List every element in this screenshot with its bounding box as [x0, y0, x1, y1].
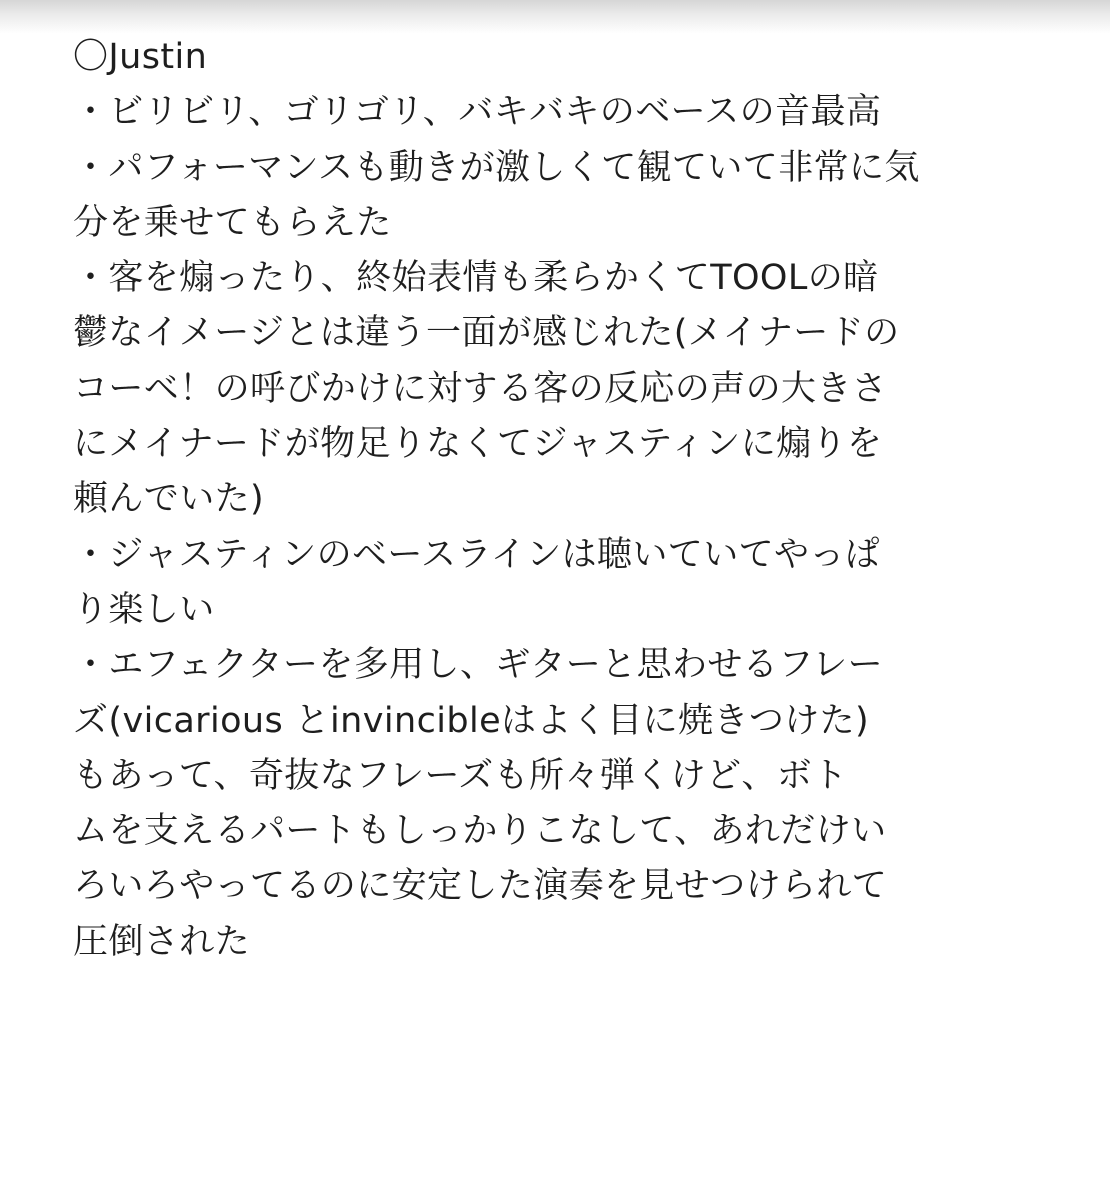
note-line: もあって、奇抜なフレーズも所々弾くけど、ボト [73, 755, 848, 796]
note-line: にメイナードが物足りなくてジャスティンに煽りを [73, 424, 883, 465]
note-line: ・エフェクターを多用し、ギターと思わせるフレー [73, 645, 884, 686]
note-line: 頼んでいた) [73, 479, 265, 520]
note-line: 鬱なイメージとは違う一面が感じれた(メイナードの [73, 313, 900, 354]
note-line: ズ(vicarious とinvincibleはよく目に焼きつけた) [73, 700, 870, 741]
note-line: ムを支えるパートもしっかりこなして、あれだけい [73, 811, 887, 852]
note-line: ろいろやってるのに安定した演奏を見せつけられて [73, 866, 888, 907]
note-line: ・パフォーマンスも動きが激しくて観ていて非常に気 [73, 147, 920, 188]
note-line: 分を乗せてもらえた [73, 202, 392, 243]
note-line: ・ジャスティンのベースラインは聴いていてやっぱ [73, 534, 881, 575]
note-body [73, 30, 1083, 970]
note-line: り楽しい [73, 589, 215, 630]
note-line: コーベ！の呼びかけに対する客の反応の声の大きさ [73, 368, 888, 409]
top-edge-shadow [0, 0, 1110, 34]
note-line: ・ビリビリ、ゴリゴリ、バキバキのベースの音最高 [73, 92, 882, 133]
note-line: ・客を煽ったり、終始表情も柔らかくてTOOLの暗 [73, 258, 879, 299]
note-heading: 〇Justin [73, 37, 208, 77]
note-line: 圧倒された [73, 921, 251, 962]
